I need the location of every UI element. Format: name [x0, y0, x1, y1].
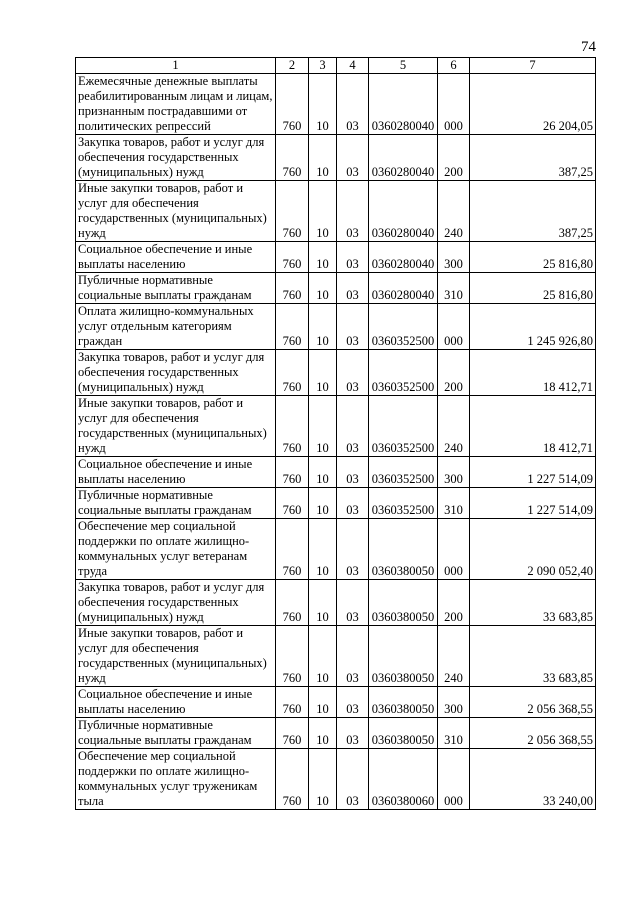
table-row — [76, 350, 596, 396]
budget-table — [75, 57, 596, 810]
row-expense-type-code: 200 — [438, 580, 470, 626]
row-target-article-code: 0360280040 — [369, 273, 438, 304]
row-section-code: 10 — [309, 580, 337, 626]
row-expense-type-code: 000 — [438, 519, 470, 580]
row-name: Иные закупки товаров, работ и услуг для обеспечения государственных (муниципальных) нужд — [76, 626, 276, 687]
row-name: Обеспечение мер социальной поддержки по оплате жилищно-коммунальных услуг ветеранам труда — [76, 519, 276, 580]
row-target-article-code: 0360352500 — [369, 304, 438, 350]
table-row — [76, 519, 596, 580]
row-subsection-code: 03 — [337, 580, 369, 626]
table-row — [76, 304, 596, 350]
row-section-code: 10 — [309, 135, 337, 181]
row-department-code: 760 — [276, 135, 309, 181]
row-amount: 2 056 368,55 — [470, 718, 596, 749]
row-target-article-code: 0360352500 — [369, 350, 438, 396]
table-row — [76, 488, 596, 519]
row-expense-type-code: 000 — [438, 304, 470, 350]
row-subsection-code: 03 — [337, 488, 369, 519]
row-amount: 18 412,71 — [470, 350, 596, 396]
row-section-code: 10 — [309, 304, 337, 350]
row-department-code: 760 — [276, 519, 309, 580]
row-department-code: 760 — [276, 687, 309, 718]
table-row — [76, 396, 596, 457]
row-target-article-code: 0360352500 — [369, 488, 438, 519]
row-section-code: 10 — [309, 519, 337, 580]
row-target-article-code: 0360280040 — [369, 74, 438, 135]
row-subsection-code: 03 — [337, 273, 369, 304]
row-name: Публичные нормативные социальные выплаты гражданам — [76, 718, 276, 749]
row-expense-type-code: 240 — [438, 626, 470, 687]
table-row — [76, 626, 596, 687]
table-row — [76, 749, 596, 810]
row-amount: 25 816,80 — [470, 273, 596, 304]
row-amount: 33 683,85 — [470, 580, 596, 626]
row-department-code: 760 — [276, 273, 309, 304]
row-subsection-code: 03 — [337, 242, 369, 273]
row-section-code: 10 — [309, 718, 337, 749]
row-amount: 33 240,00 — [470, 749, 596, 810]
row-target-article-code: 0360380050 — [369, 687, 438, 718]
row-expense-type-code: 200 — [438, 350, 470, 396]
row-department-code: 760 — [276, 242, 309, 273]
row-subsection-code: 03 — [337, 304, 369, 350]
row-name: Закупка товаров, работ и услуг для обеспечения государственных (муниципальных) нужд — [76, 135, 276, 181]
row-section-code: 10 — [309, 687, 337, 718]
row-name: Социальное обеспечение и иные выплаты населению — [76, 242, 276, 273]
row-department-code: 760 — [276, 626, 309, 687]
table-row — [76, 181, 596, 242]
row-amount: 1 245 926,80 — [470, 304, 596, 350]
table-row — [76, 273, 596, 304]
row-subsection-code: 03 — [337, 718, 369, 749]
column-header: 6 — [438, 58, 470, 74]
column-header: 1 — [76, 58, 276, 74]
row-section-code: 10 — [309, 457, 337, 488]
table-row — [76, 718, 596, 749]
table-row — [76, 687, 596, 718]
column-header: 2 — [276, 58, 309, 74]
row-name: Публичные нормативные социальные выплаты гражданам — [76, 273, 276, 304]
row-subsection-code: 03 — [337, 74, 369, 135]
row-expense-type-code: 240 — [438, 181, 470, 242]
column-header: 4 — [337, 58, 369, 74]
row-section-code: 10 — [309, 488, 337, 519]
row-department-code: 760 — [276, 580, 309, 626]
table-row — [76, 457, 596, 488]
row-section-code: 10 — [309, 74, 337, 135]
column-header: 5 — [369, 58, 438, 74]
row-subsection-code: 03 — [337, 687, 369, 718]
row-expense-type-code: 310 — [438, 488, 470, 519]
column-header: 7 — [470, 58, 596, 74]
row-section-code: 10 — [309, 350, 337, 396]
table-row — [76, 135, 596, 181]
row-target-article-code: 0360352500 — [369, 396, 438, 457]
page-number: 74 — [581, 39, 596, 55]
row-subsection-code: 03 — [337, 749, 369, 810]
row-amount: 1 227 514,09 — [470, 457, 596, 488]
row-amount: 33 683,85 — [470, 626, 596, 687]
row-target-article-code: 0360380060 — [369, 749, 438, 810]
row-expense-type-code: 300 — [438, 687, 470, 718]
row-expense-type-code: 200 — [438, 135, 470, 181]
row-target-article-code: 0360280040 — [369, 181, 438, 242]
row-name: Оплата жилищно-коммунальных услуг отдельным категориям граждан — [76, 304, 276, 350]
row-department-code: 760 — [276, 488, 309, 519]
row-expense-type-code: 240 — [438, 396, 470, 457]
row-name: Публичные нормативные социальные выплаты гражданам — [76, 488, 276, 519]
row-section-code: 10 — [309, 273, 337, 304]
table-row — [76, 580, 596, 626]
row-subsection-code: 03 — [337, 519, 369, 580]
row-section-code: 10 — [309, 749, 337, 810]
row-expense-type-code: 310 — [438, 273, 470, 304]
row-amount: 387,25 — [470, 135, 596, 181]
row-target-article-code: 0360380050 — [369, 519, 438, 580]
row-amount: 2 056 368,55 — [470, 687, 596, 718]
row-amount: 25 816,80 — [470, 242, 596, 273]
row-section-code: 10 — [309, 626, 337, 687]
row-target-article-code: 0360280040 — [369, 242, 438, 273]
row-amount: 18 412,71 — [470, 396, 596, 457]
column-header: 3 — [309, 58, 337, 74]
row-department-code: 760 — [276, 718, 309, 749]
row-expense-type-code: 000 — [438, 749, 470, 810]
row-subsection-code: 03 — [337, 457, 369, 488]
row-subsection-code: 03 — [337, 626, 369, 687]
row-name: Иные закупки товаров, работ и услуг для обеспечения государственных (муниципальных) нужд — [76, 181, 276, 242]
table-row — [76, 242, 596, 273]
row-expense-type-code: 310 — [438, 718, 470, 749]
row-name: Иные закупки товаров, работ и услуг для обеспечения государственных (муниципальных) нужд — [76, 396, 276, 457]
row-department-code: 760 — [276, 396, 309, 457]
row-name: Социальное обеспечение и иные выплаты населению — [76, 457, 276, 488]
row-name: Закупка товаров, работ и услуг для обеспечения государственных (муниципальных) нужд — [76, 350, 276, 396]
row-department-code: 760 — [276, 457, 309, 488]
row-name: Ежемесячные денежные выплаты реабилитированным лицам и лицам, признанным пострадавшими от политических репрессий — [76, 74, 276, 135]
row-name: Закупка товаров, работ и услуг для обеспечения государственных (муниципальных) нужд — [76, 580, 276, 626]
row-department-code: 760 — [276, 304, 309, 350]
row-department-code: 760 — [276, 181, 309, 242]
row-department-code: 760 — [276, 350, 309, 396]
row-section-code: 10 — [309, 242, 337, 273]
row-department-code: 760 — [276, 749, 309, 810]
row-department-code: 760 — [276, 74, 309, 135]
row-subsection-code: 03 — [337, 181, 369, 242]
row-subsection-code: 03 — [337, 135, 369, 181]
row-target-article-code: 0360352500 — [369, 457, 438, 488]
row-target-article-code: 0360380050 — [369, 718, 438, 749]
row-section-code: 10 — [309, 396, 337, 457]
row-expense-type-code: 000 — [438, 74, 470, 135]
row-expense-type-code: 300 — [438, 457, 470, 488]
row-name: Обеспечение мер социальной поддержки по оплате жилищно-коммунальных услуг труженикам тыла — [76, 749, 276, 810]
row-target-article-code: 0360380050 — [369, 580, 438, 626]
row-subsection-code: 03 — [337, 396, 369, 457]
header-row — [76, 58, 596, 74]
row-subsection-code: 03 — [337, 350, 369, 396]
row-target-article-code: 0360280040 — [369, 135, 438, 181]
row-amount: 387,25 — [470, 181, 596, 242]
row-name: Социальное обеспечение и иные выплаты населению — [76, 687, 276, 718]
row-amount: 2 090 052,40 — [470, 519, 596, 580]
row-amount: 1 227 514,09 — [470, 488, 596, 519]
row-expense-type-code: 300 — [438, 242, 470, 273]
row-section-code: 10 — [309, 181, 337, 242]
row-amount: 26 204,05 — [470, 74, 596, 135]
row-target-article-code: 0360380050 — [369, 626, 438, 687]
table-row — [76, 74, 596, 135]
